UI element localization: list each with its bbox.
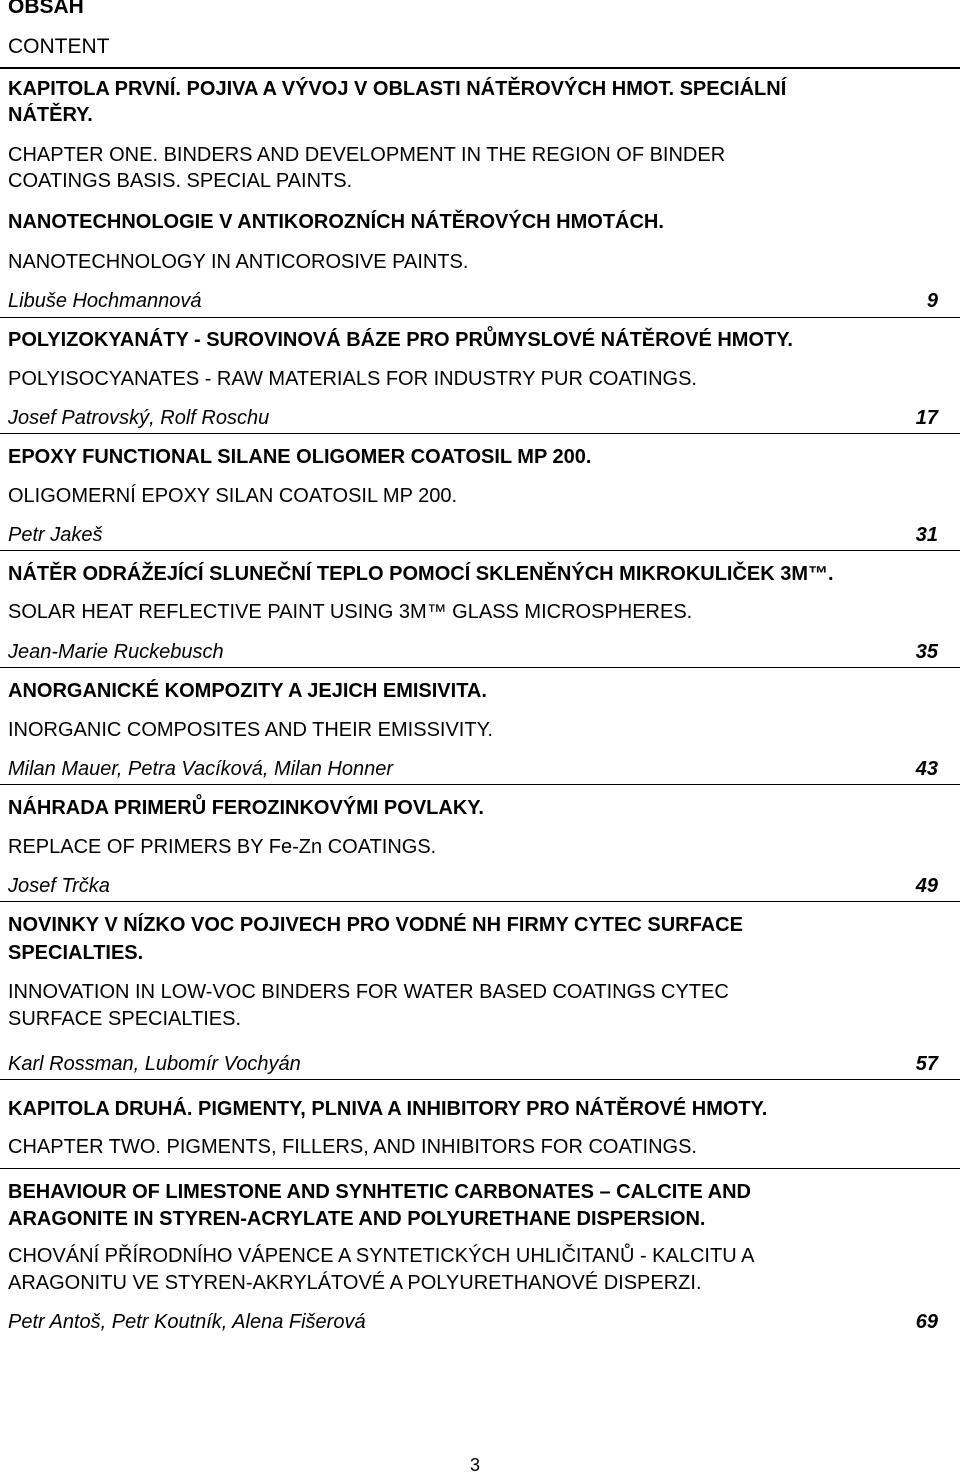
entry-rule [0,1079,960,1080]
chapter-one-cz-line1: KAPITOLA PRVNÍ. POJIVA A VÝVOJ V OBLASTI NÁTĚROVÝCH HMOT. SPECIÁLNÍ [8,78,787,100]
entry-title-cz: EPOXY FUNCTIONAL SILANE OLIGOMER COATOSIL MP 200. [8,446,592,468]
entry-rule [0,667,960,668]
entry-author-row [8,522,938,548]
page-subheading: CONTENT [8,35,110,58]
header-rule [0,67,960,69]
entry-page-number: 31 [915,524,938,546]
page-heading: OBSAH [8,0,84,18]
entry-rule [0,433,960,434]
entry-title-cz-line2: ARAGONITU VE STYREN-AKRYLÁTOVÉ A POLYURETHANOVÉ DISPERZI. [8,1272,702,1294]
entry-title-en-line1: INNOVATION IN LOW-VOC BINDERS FOR WATER BASED COATINGS CYTEC [8,981,729,1003]
entry-authors: Josef Trčka [8,875,110,897]
entry-authors: Petr Antoš, Petr Koutník, Alena Fišerová [8,1311,366,1333]
entry-page-number: 9 [926,290,938,312]
entry-authors: Josef Patrovský, Rolf Roschu [8,407,270,429]
entry-page-number: 49 [915,875,938,897]
chapter-one-en-line1: CHAPTER ONE. BINDERS AND DEVELOPMENT IN THE REGION OF BINDER [8,144,726,166]
chapter-one-cz-line2: NÁTĚRY. [8,104,93,126]
entry-authors: Jean-Marie Ruckebusch [8,641,224,663]
entry-title-cz-line1: CHOVÁNÍ PŘÍRODNÍHO VÁPENCE A SYNTETICKÝCH UHLIČITANŮ - KALCITU A [8,1245,755,1267]
entry-author-row [8,1309,938,1335]
entry-title-cz: NÁHRADA PRIMERŮ FEROZINKOVÝMI POVLAKY. [8,797,484,819]
entry-title-en: SOLAR HEAT REFLECTIVE PAINT USING 3M™ GLASS MICROSPHERES. [8,601,693,623]
chapter-two-en: CHAPTER TWO. PIGMENTS, FILLERS, AND INHIBITORS FOR COATINGS. [8,1136,697,1158]
entry-authors: Karl Rossman, Lubomír Vochyán [8,1053,301,1075]
chapter-one-en-line2: COATINGS BASIS. SPECIAL PAINTS. [8,170,353,192]
chapter-two-rule [0,1168,960,1169]
entry-title-en-line2: SURFACE SPECIALTIES. [8,1008,242,1030]
entry-title-cz-line1: NOVINKY V NÍZKO VOC POJIVECH PRO VODNÉ NH FIRMY CYTEC SURFACE [8,914,743,936]
chapter-two-cz: KAPITOLA DRUHÁ. PIGMENTY, PLNIVA A INHIBITORY PRO NÁTĚROVÉ HMOTY. [8,1098,768,1120]
page-number: 3 [470,1455,481,1475]
entry-author-row [8,1051,938,1077]
entry-authors: Libuše Hochmannová [8,290,202,312]
entry-page-number: 69 [915,1311,938,1333]
entry-author-row [8,288,938,314]
entry-author-row [8,405,938,431]
entry-title-en: NANOTECHNOLOGY IN ANTICOROSIVE PAINTS. [8,251,469,273]
entry-title-en-line1: BEHAVIOUR OF LIMESTONE AND SYNHTETIC CARBONATES – CALCITE AND [8,1181,751,1203]
entry-title-en: POLYISOCYANATES - RAW MATERIALS FOR INDUSTRY PUR COATINGS. [8,368,697,390]
entry-page-number: 43 [915,758,938,780]
entry-title-en: INORGANIC COMPOSITES AND THEIR EMISSIVITY. [8,719,493,741]
entry-title-cz: ANORGANICKÉ KOMPOZITY A JEJICH EMISIVITA. [8,680,487,702]
entry-page-number: 57 [915,1053,938,1075]
entry-title-cz: NANOTECHNOLOGIE V ANTIKOROZNÍCH NÁTĚROVÝCH HMOTÁCH. [8,211,664,233]
entry-author-row [8,873,938,899]
entry-rule [0,317,960,318]
entry-authors: Milan Mauer, Petra Vacíková, Milan Honner [8,758,393,780]
entry-page-number: 17 [915,407,938,429]
entry-rule [0,784,960,785]
entry-title-cz: NÁTĚR ODRÁŽEJÍCÍ SLUNEČNÍ TEPLO POMOCÍ SKLENĚNÝCH MIKROKULIČEK 3M™. [8,563,834,585]
entry-rule [0,550,960,551]
entry-title-en-line2: ARAGONITE IN STYREN-ACRYLATE AND POLYURETHANE DISPERSION. [8,1208,706,1230]
entry-title-cz-line2: SPECIALTIES. [8,942,144,964]
entry-title-en: REPLACE OF PRIMERS BY Fe-Zn COATINGS. [8,836,437,858]
entry-page-number: 35 [915,641,938,663]
entry-author-row [8,756,938,782]
entry-title-en: OLIGOMERNÍ EPOXY SILAN COATOSIL MP 200. [8,485,458,507]
entry-authors: Petr Jakeš [8,524,103,546]
entry-title-cz: POLYIZOKYANÁTY - SUROVINOVÁ BÁZE PRO PRŮMYSLOVÉ NÁTĚROVÉ HMOTY. [8,329,793,351]
entry-rule [0,901,960,902]
entry-author-row [8,639,938,665]
